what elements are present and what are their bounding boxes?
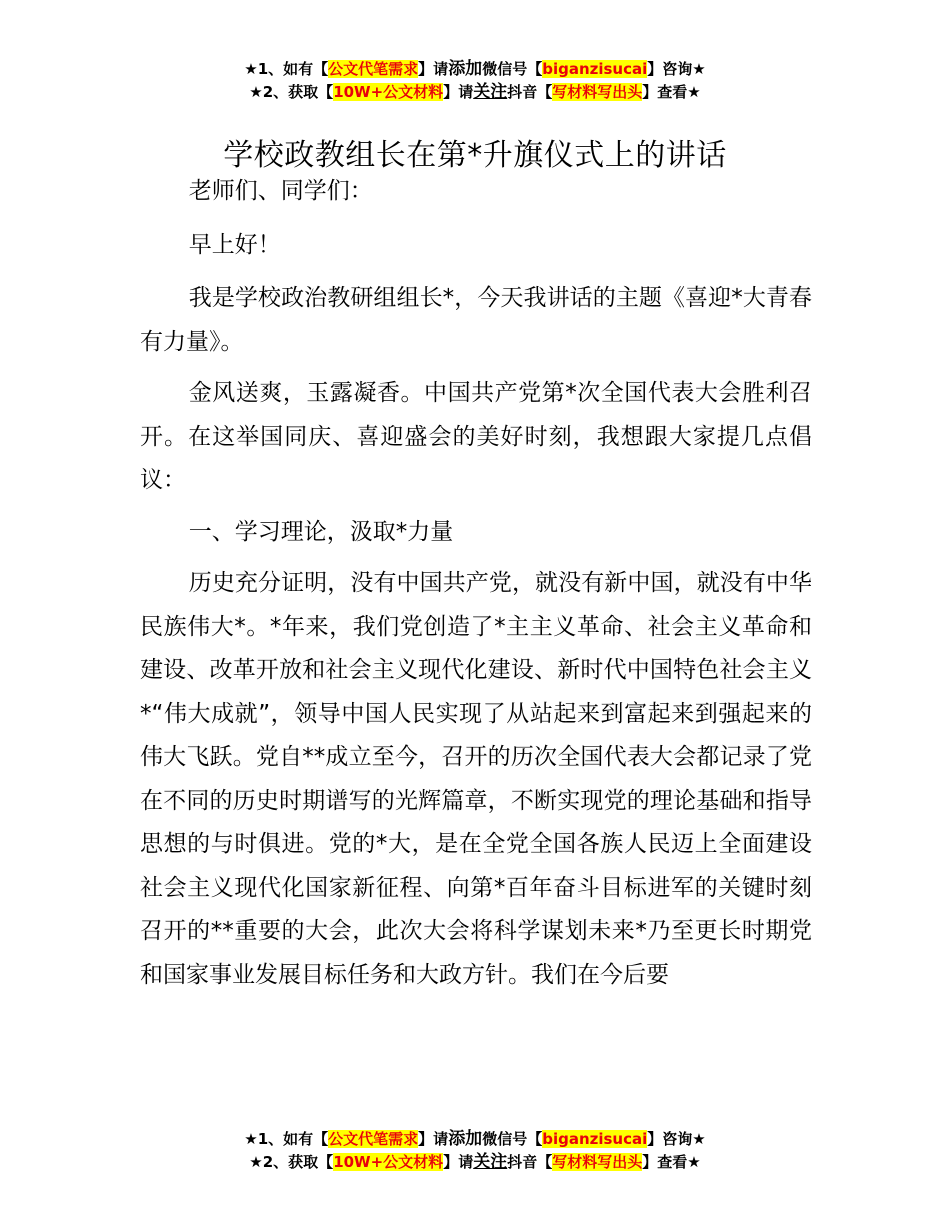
footer-banner [0,1128,950,1174]
banner-text: 】咨询★ [647,1130,706,1148]
banner-highlight: biganzisucai [542,60,648,78]
banner-text: 】请 [443,83,474,101]
banner-text: ★2、获取【 [249,1153,334,1171]
banner-line-1 [0,58,950,81]
banner-line-1 [0,1128,950,1151]
salutation: 老师们、同学们： [188,178,373,204]
banner-highlight: 写材料写出头 [552,83,643,101]
banner-text: 】查看★ [642,83,701,101]
banner-text: 】查看★ [642,1153,701,1171]
document-body [140,170,812,1005]
banner-text: 】请 [443,1153,474,1171]
document-title: 学校政教组长在第*升旗仪式上的讲话 [223,138,727,174]
banner-text: ★2、获取【 [249,83,334,101]
banner-line-2 [0,1151,950,1174]
section-heading: 一、学习理论，汲取*力量 [188,518,454,545]
banner-highlight: biganzisucai [542,1130,648,1148]
banner-text: 微信号【 [482,1130,543,1148]
paragraph: 我是学校政治教研组组长*，今天我讲话的主题《喜迎*大青春有力量》。 [140,285,812,355]
banner-emphasis: 添加 [448,1129,483,1149]
header-banner [0,58,950,104]
banner-text: 抖音【 [507,1153,553,1171]
banner-emphasis: 关注 [473,1152,508,1172]
greeting: 早上好！ [188,231,281,258]
banner-line-2 [0,81,950,104]
banner-emphasis: 关注 [473,82,508,102]
banner-highlight: 公文代笔需求 [328,1130,419,1148]
banner-text: ★1、如有【 [244,1130,329,1148]
banner-highlight: 公文代笔需求 [328,60,419,78]
banner-highlight: 10W+公文材料 [333,83,444,101]
banner-text: 抖音【 [507,83,553,101]
banner-text: 】咨询★ [647,60,706,78]
banner-text: 】请 [418,1130,449,1148]
banner-text: 微信号【 [482,60,543,78]
paragraph: 历史充分证明，没有中国共产党，就没有新中国，就没有中华民族伟大*。*年来，我们党创造了*主主义革命、社会主义革命和建设、改革开放和社会主义现代化建设、新时代中国特色社会主义*“伟大成就”，领导中国人民实现了从站起来到富起来到强起来的伟大飞跃。党自**成立至今，召开的历次全国代表大会都记录了党在不同的历史时期谱写的光辉篇章，不断实现党的理论基础和指导思想的与时俱进。党的*大，是在全党全国各族人民迈上全面建设社会主义现代化国家新征程、向第*百年奋斗目标进军的关键时刻召开的**重要的大会，此次大会将科学谋划未来*乃至更长时期党和国家事业发展目标任务和大政方针。我们在今后要 [140,570,812,988]
banner-highlight: 写材料写出头 [552,1153,643,1171]
paragraph: 金风送爽，玉露凝香。中国共产党第*次全国代表大会胜利召开。在这举国同庆、喜迎盛会的美好时刻，我想跟大家提几点倡议： [140,380,812,493]
banner-highlight: 10W+公文材料 [333,1153,444,1171]
banner-text: 】请 [418,60,449,78]
banner-text: ★1、如有【 [244,60,329,78]
banner-emphasis: 添加 [448,59,483,79]
